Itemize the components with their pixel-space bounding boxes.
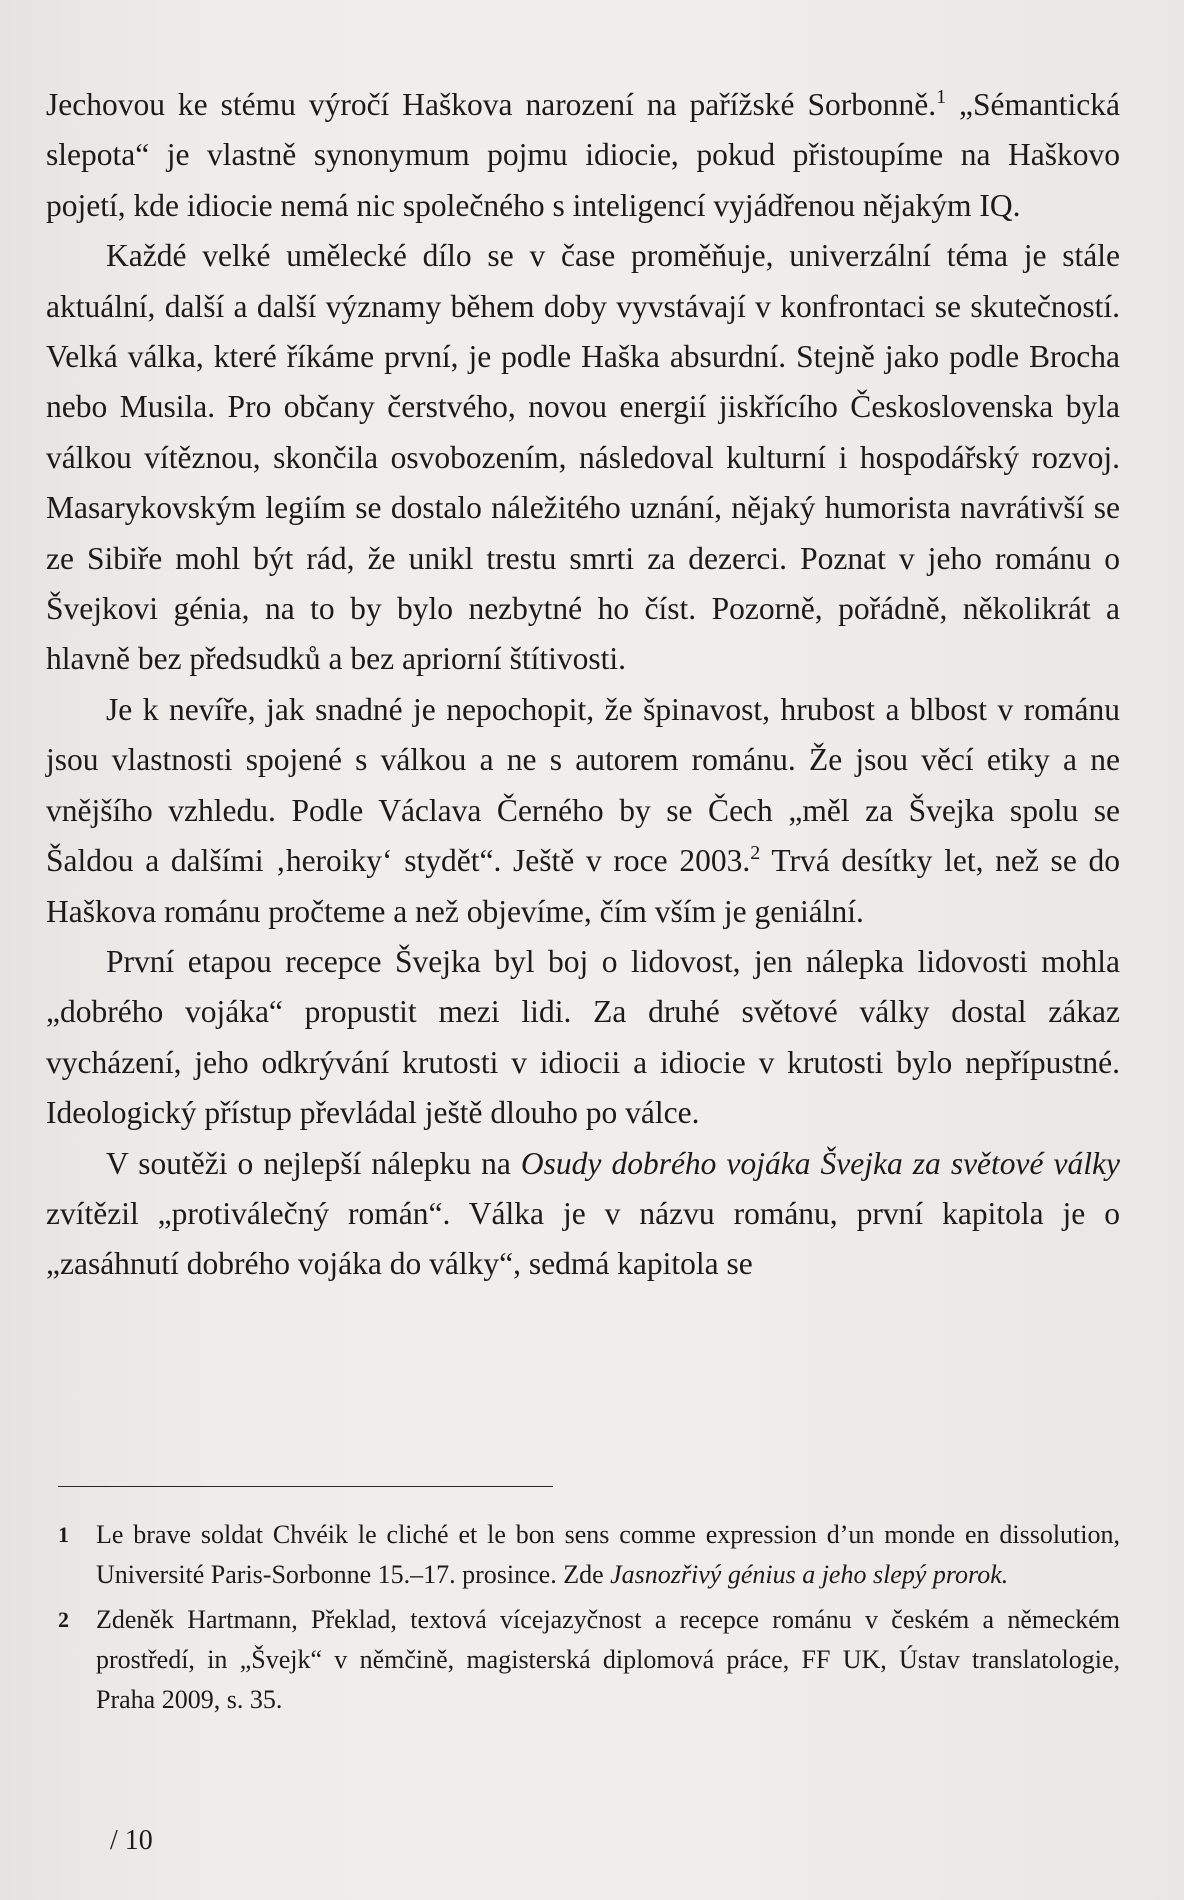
footnote <box>58 1600 1120 1720</box>
footnote-number: 1 <box>58 1522 69 1547</box>
italic-title: Osudy dobrého vojáka Švejka za světové války <box>520 1145 1121 1181</box>
footnote-reference: 2 <box>750 842 761 865</box>
text-run: První etapou recepce Švejka byl boj o lidovost, jen nálepka lidovosti mohla „dobrého vojáka“ propustit mezi lidi. Za druhé světové války dostal zákaz vycházení, jeho odkrývání krutosti v idiocii a idiocie v krutosti bylo nepřípustné. Ideologický přístup převládal ještě dlouho po válce. <box>46 943 1120 1131</box>
text-run: zvítězil „protiválečný román“. Válka je v názvu románu, první kapitola je o „zasáhnutí dobrého vojáka do války“, sedmá kapitola se <box>46 1195 1120 1282</box>
paragraph <box>46 231 1120 685</box>
text-run: „Sémantická slepota“ je vlastně synonymum pojmu idiocie, pokud přistoupíme na Haškovo pojetí, kde idiocie nemá nic společného s inteligencí vyjádřenou nějakým IQ. <box>46 87 1120 223</box>
paragraph <box>46 1139 1120 1290</box>
text-run: Trvá desítky let, než se do Haškova románu pročteme a než objevíme, čím vším je geniální. <box>46 843 1120 929</box>
footnote-text <box>96 1515 1120 1595</box>
paragraph <box>46 937 1120 1139</box>
text-run: Je k nevíře, jak snadné je nepochopit, že špinavost, hrubost a blbost v románu jsou vlastnosti spojené s válkou a ne s autorem románu. Že jsou věcí etiky a ne vnějšího vzhledu. Podle Václava Černého by se Čech „měl za Švejka spolu se Šaldou a dalšími ‚heroiky‘ stydět“. Ještě v roce 2003. <box>46 691 1120 879</box>
footnote-reference: 1 <box>936 86 947 108</box>
page-number: / 10 <box>110 1825 153 1856</box>
footnote-separator <box>58 1486 553 1487</box>
text-run: Jechovou ke stému výročí Haškova narození na pařížské Sorbonně. <box>46 87 937 122</box>
footnotes <box>58 1515 1120 1725</box>
text-run: Zdeněk Hartmann, Překlad, textová vícejazyčnost a recepce románu v českém a německém prostředí, in „Švejk“ v němčině, magisterská diplomová práce, FF UK, Ústav translatologie, Praha 2009, s. 35. <box>96 1605 1120 1714</box>
footnote-text <box>96 1600 1120 1720</box>
paragraph <box>46 685 1120 937</box>
text-run: Každé velké umělecké dílo se v čase proměňuje, univerzální téma je stále aktuální, další a další významy během doby vyvstávají v konfrontaci se skutečností. Velká válka, které říkáme první, je podle Haška absurdní. Stejně jako podle Brocha nebo Musila. Pro občany čerstvého, novou energií jiskřícího Československa byla válkou vítěznou, skončila osvobozením, následoval kulturní i hospodářský rozvoj. Masarykovským legiím se dostalo náležitého uznání, nějaký humorista navrátivší se ze Sibiře mohl být rád, že unikl trestu smrti za dezerci. Poznat v jeho románu o Švejkovi génia, na to by bylo nezbytné ho číst. Pozorně, pořádně, několikrát a hlavně bez předsudků a bez apriorní štítivosti. <box>46 238 1120 677</box>
footnote <box>58 1515 1120 1595</box>
footnote-number: 2 <box>58 1607 69 1632</box>
italic-title: Jasnozřivý génius a jeho slepý prorok. <box>610 1560 1009 1589</box>
text-run: Le brave soldat Chvéik le cliché et le bon sens comme expression d’un monde en dissolution, Université Paris-Sorbonne 15.–17. prosince. Zde <box>96 1520 1120 1589</box>
text-run: V soutěži o nejlepší nálepku na <box>106 1145 521 1181</box>
paragraph <box>46 80 1120 231</box>
body-text <box>46 80 1120 1290</box>
